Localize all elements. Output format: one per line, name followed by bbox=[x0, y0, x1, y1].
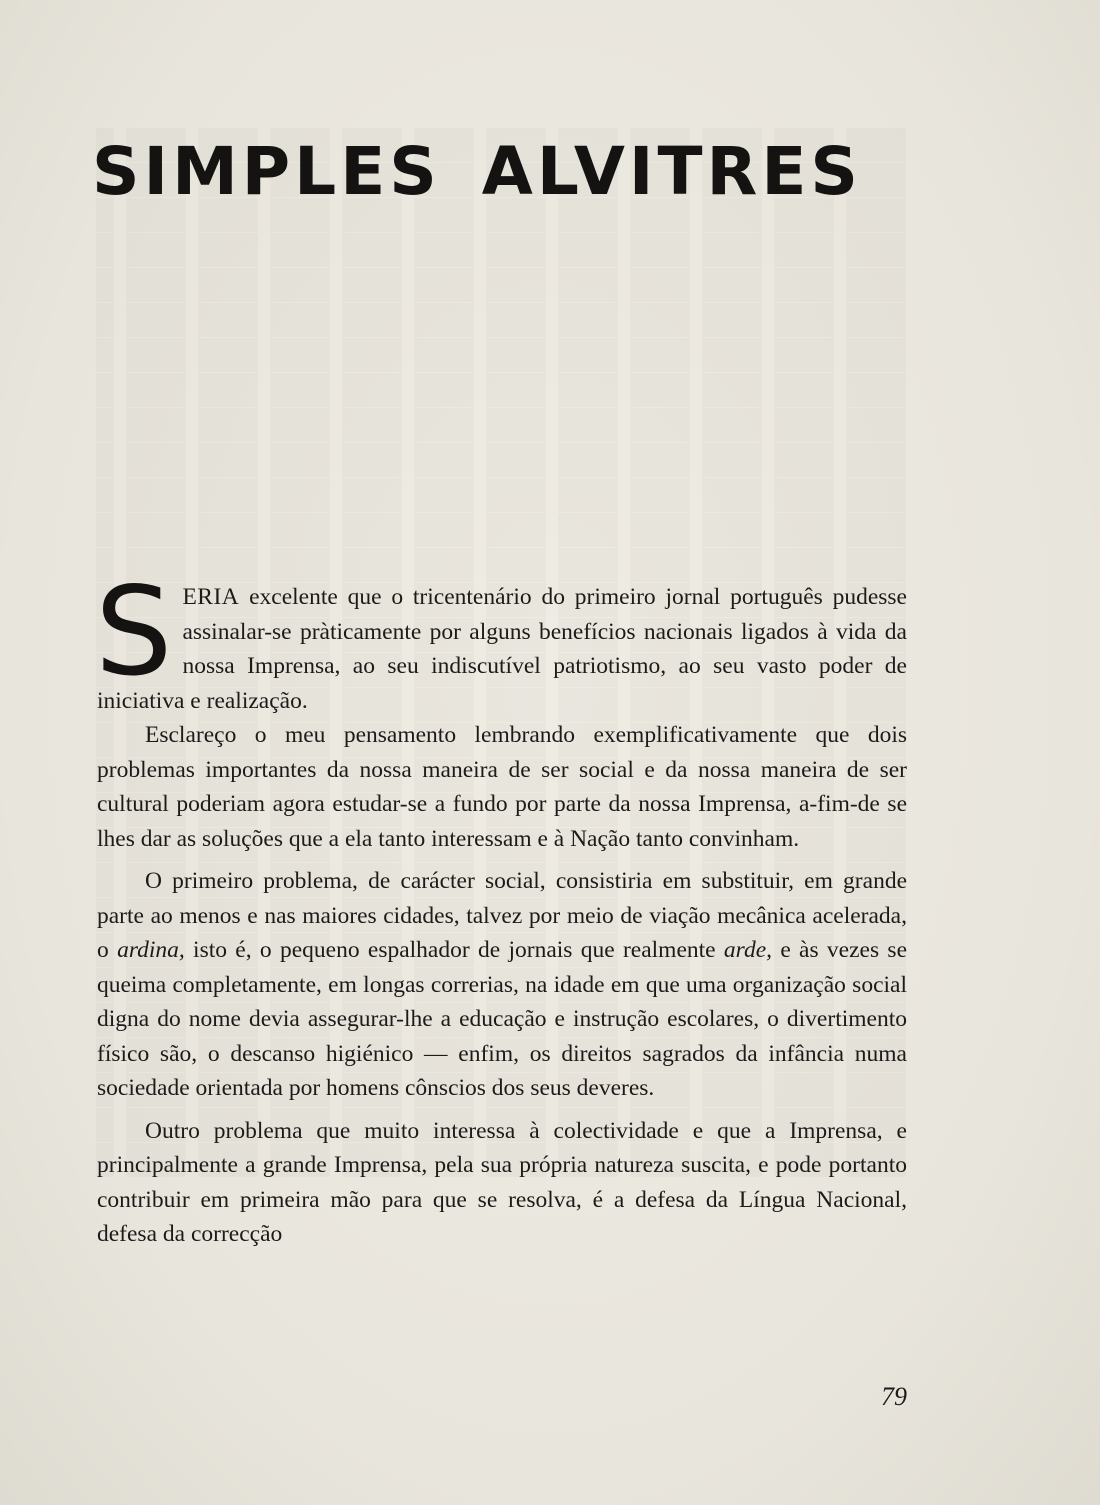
paragraph-2 bbox=[97, 718, 907, 856]
paragraph-2-text: Esclareço o meu pensamento lembrando exemplificativamente que dois problemas importantes da nossa maneira de ser social e da nossa maneira de ser cultural poderiam agora estudar-se a fundo por parte da nossa Imprensa, a-fim-de se lhes dar as soluções que a ela tanto interessam e à Nação tanto convinham. bbox=[97, 722, 907, 852]
paragraph-3 bbox=[97, 864, 907, 1106]
paragraph-1-text: excelente que o tricentenário do primeiro jornal português pudesse assinalar-se pràticamente por alguns benefícios nacionais ligados à vida da nossa Imprensa, ao seu indiscutível patriotismo, ao seu vasto poder de iniciativa e realização. bbox=[97, 584, 907, 714]
paragraph-4-text: Outro problema que muito interessa à colectividade e que a Imprensa, e principalmente a grande Imprensa, pela sua própria natureza suscita, e pode portanto contribuir em primeira mão para que se resolva, é a defesa da Língua Nacional, defesa da correcção bbox=[97, 1117, 907, 1247]
paragraph-3-text-a: O primeiro problema, de carácter social, consistiria em substituir, em grande parte ao menos e nas maiores cidades, talvez por meio de viação mecânica acelerada, o bbox=[97, 868, 907, 963]
arde-term: arde, bbox=[723, 937, 773, 963]
article-body bbox=[95, 561, 908, 1252]
paragraph-1 bbox=[95, 561, 907, 718]
ardina-term: ardina, bbox=[117, 937, 185, 963]
page-number: 79 bbox=[881, 1382, 907, 1411]
article-title: SIMPLES ALVITRES bbox=[92, 133, 862, 210]
paragraph-4 bbox=[97, 1114, 907, 1252]
drop-cap: S bbox=[95, 561, 173, 703]
paragraph-3-text-c: e às vezes se queima completamente, em longas correrias, na idade em que uma organização social digna do nome devia assegurar-lhe a educação e instrução escolares, o divertimento físico são, o descanso higiénico — enfim, os direitos sagrados da infância numa sociedade orientada por homens cônscios dos seus deveres. bbox=[97, 937, 908, 1101]
paragraph-1-lead: ERIA bbox=[182, 584, 240, 610]
paragraph-3-text-b: isto é, o pequeno espalhador de jornais que realmente bbox=[184, 937, 724, 963]
